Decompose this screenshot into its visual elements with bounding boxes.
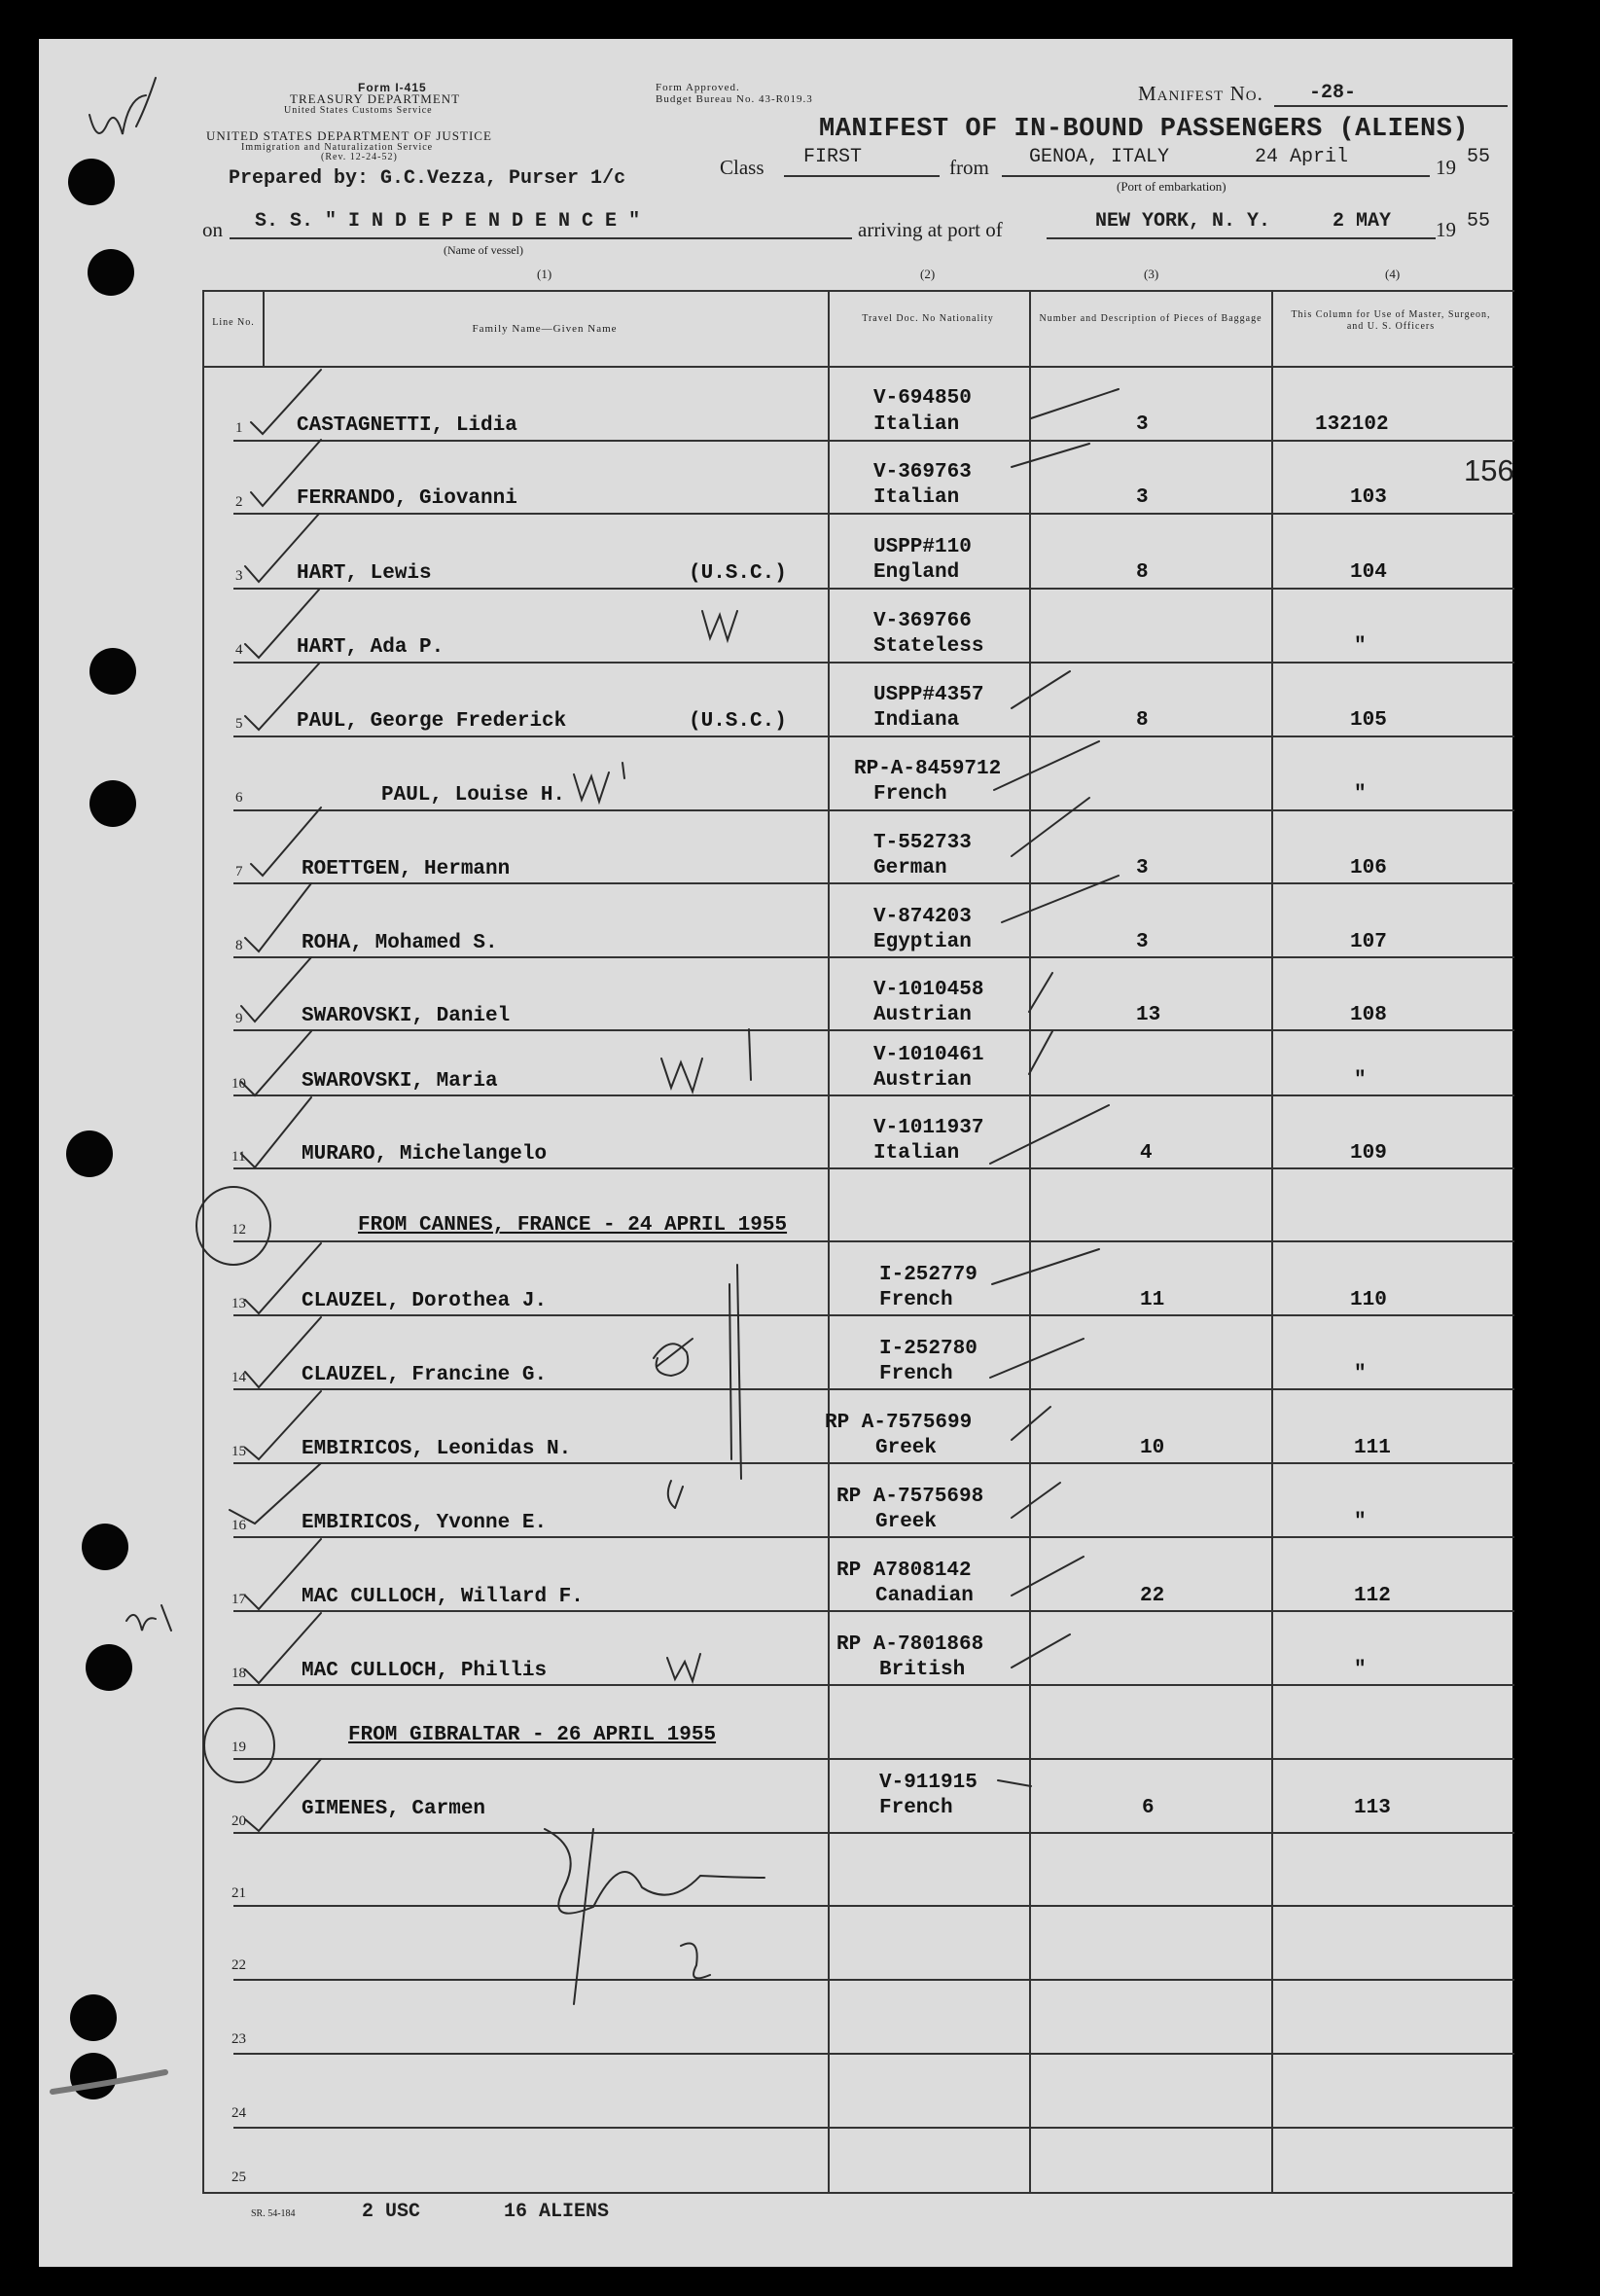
punch-hole	[86, 1644, 132, 1691]
footer-alien-count: 16 ALIENS	[504, 2201, 610, 2223]
line-number: 18	[231, 1666, 246, 1681]
row-rule	[233, 662, 1514, 664]
row-rule	[233, 1536, 1514, 1538]
line-number: 14	[231, 1370, 246, 1385]
on-label: on	[202, 218, 223, 241]
from-label: from	[949, 156, 989, 179]
line-number: 15	[231, 1444, 246, 1459]
officer-column: 109	[1350, 1142, 1387, 1165]
baggage-count: 3	[1136, 486, 1149, 509]
travel-doc: V-874203	[873, 906, 972, 928]
line-number: 8	[235, 938, 243, 953]
class-value: FIRST	[803, 146, 863, 168]
officer-column: "	[1354, 1069, 1367, 1092]
line-number: 6	[235, 790, 243, 806]
officer-column: 111	[1354, 1437, 1391, 1459]
section-heading: FROM GIBRALTAR - 26 APRIL 1955	[348, 1724, 717, 1746]
passenger-name: SWAROVSKI, Maria	[302, 1070, 498, 1093]
header-bottom-rule	[202, 366, 1514, 368]
baggage-count: 8	[1136, 561, 1149, 584]
manifest-no-label: Manifest No.	[1138, 82, 1263, 105]
passenger-name: EMBIRICOS, Yvonne E.	[302, 1512, 548, 1534]
nationality: Austrian	[873, 1004, 972, 1026]
officer-column: 107	[1350, 931, 1387, 953]
justice-dept: UNITED STATES DEPARTMENT OF JUSTICE	[206, 128, 492, 143]
travel-doc: I-252780	[879, 1338, 978, 1360]
nationality: French	[879, 1363, 953, 1385]
passenger-name: EMBIRICOS, Leonidas N.	[302, 1438, 572, 1460]
form-number: Form I-415	[358, 81, 427, 94]
row-rule	[233, 809, 1514, 811]
travel-doc: V-1011937	[873, 1117, 984, 1139]
officer-column: "	[1354, 783, 1367, 806]
row-rule	[233, 2053, 1514, 2055]
travel-doc: V-369763	[873, 461, 972, 484]
col-num-3: (3)	[1144, 267, 1159, 281]
year-value-1: 55	[1467, 146, 1491, 168]
col-num-1: (1)	[537, 267, 552, 281]
officer-column: "	[1354, 1363, 1367, 1385]
travel-doc: I-252779	[879, 1264, 978, 1286]
row-rule	[233, 1979, 1514, 1981]
passenger-name: SWAROVSKI, Daniel	[302, 1005, 511, 1027]
baggage-count: 10	[1140, 1437, 1165, 1459]
nationality: Canadian	[875, 1585, 974, 1607]
nationality: French	[879, 1797, 953, 1819]
officer-column: 105	[1350, 709, 1387, 732]
nationality: Greek	[875, 1437, 938, 1459]
baggage-count: 8	[1136, 709, 1149, 732]
row-rule	[233, 956, 1514, 958]
nationality: Stateless	[873, 635, 984, 658]
baggage-count: 4	[1140, 1142, 1153, 1165]
passenger-name: ROHA, Mohamed S.	[302, 932, 498, 954]
nationality: German	[873, 857, 947, 879]
row-rule	[233, 1029, 1514, 1031]
class-rule	[784, 175, 940, 177]
header-name: Family Name—Given Name	[472, 323, 618, 335]
passenger-name: FERRANDO, Giovanni	[297, 487, 517, 510]
punch-hole	[70, 1994, 117, 2041]
nationality: French	[873, 783, 947, 806]
travel-doc: T-552733	[873, 832, 972, 854]
line-no-divider	[263, 290, 265, 368]
officer-column: 103	[1350, 486, 1387, 509]
citizen-note: (U.S.C.)	[689, 710, 787, 733]
manifest-no-rule	[1274, 105, 1508, 107]
line-number: 4	[235, 642, 243, 658]
travel-doc: V-1010458	[873, 979, 984, 1001]
travel-doc: V-1010461	[873, 1044, 984, 1066]
arrival-port: NEW YORK, N. Y.	[1095, 210, 1271, 233]
col-num-4: (4)	[1385, 267, 1401, 281]
punch-hole	[68, 159, 115, 205]
nationality: Italian	[873, 486, 960, 509]
row-rule	[233, 440, 1514, 442]
passenger-name: PAUL, George Frederick	[297, 710, 567, 733]
baggage-count: 22	[1140, 1585, 1165, 1607]
travel-doc: RP A7808142	[836, 1560, 972, 1582]
row-rule	[233, 1167, 1514, 1169]
officer-column: 110	[1350, 1289, 1387, 1311]
travel-doc: RP-A-8459712	[854, 758, 1002, 780]
line-number: 1	[235, 420, 243, 436]
line-number: 23	[231, 2031, 246, 2047]
officer-column: "	[1354, 1659, 1367, 1681]
row-rule	[233, 1832, 1514, 1834]
punch-hole	[66, 1130, 113, 1177]
nationality: Italian	[873, 1142, 960, 1165]
passenger-name: HART, Ada P.	[297, 636, 444, 659]
line-number: 10	[231, 1076, 246, 1092]
footer-form-code: SR. 54-184	[251, 2208, 296, 2219]
baggage-count: 3	[1136, 413, 1149, 436]
row-rule	[233, 1462, 1514, 1464]
travel-doc: V-911915	[879, 1772, 978, 1794]
line-number: 7	[235, 864, 243, 879]
line-number: 16	[231, 1518, 246, 1533]
row-rule	[233, 2127, 1514, 2129]
passenger-name: CLAUZEL, Francine G.	[302, 1364, 548, 1386]
baggage-count: 6	[1142, 1797, 1155, 1819]
travel-doc: USPP#110	[873, 536, 972, 558]
nationality: Austrian	[873, 1069, 972, 1092]
row-rule	[233, 1905, 1514, 1907]
header-line-no: Line No.	[212, 317, 255, 328]
arrival-date: 2 MAY	[1333, 210, 1392, 233]
table-bottom-rule	[202, 2192, 1514, 2194]
year-prefix-2: 19	[1436, 218, 1456, 241]
line-number: 19	[231, 1740, 246, 1755]
nationality: Indiana	[873, 709, 960, 732]
officer-column: 132102	[1315, 413, 1389, 436]
punch-hole	[82, 1524, 128, 1570]
row-rule	[233, 588, 1514, 590]
manifest-no-value: -28-	[1309, 82, 1357, 104]
header-officials: This Column for Use of Master, Surgeon, and U. S. Officers	[1291, 309, 1491, 332]
officer-column: 112	[1354, 1585, 1391, 1607]
baggage-count: 3	[1136, 857, 1149, 879]
passenger-name: MURARO, Michelangelo	[302, 1143, 548, 1166]
manifest-title: MANIFEST OF IN-BOUND PASSENGERS (ALIENS)	[819, 115, 1470, 144]
line-number: 2	[235, 494, 243, 510]
passenger-name: CLAUZEL, Dorothea J.	[302, 1290, 548, 1312]
form-approved: Form Approved.	[656, 82, 740, 93]
nationality: British	[879, 1659, 966, 1681]
vessel-rule	[230, 237, 852, 239]
col-num-2: (2)	[920, 267, 936, 281]
punch-hole	[89, 648, 136, 695]
line-number: 21	[231, 1885, 246, 1901]
line-number: 5	[235, 716, 243, 732]
line-number: 13	[231, 1296, 246, 1311]
citizen-note: (U.S.C.)	[689, 562, 787, 585]
passenger-name: PAUL, Louise H.	[381, 784, 566, 807]
passenger-name: ROETTGEN, Hermann	[302, 858, 511, 880]
header-travel-doc: Travel Doc. No Nationality	[862, 313, 994, 324]
travel-doc: RP A-7801868	[836, 1633, 984, 1656]
year-value-2: 55	[1467, 210, 1491, 233]
table-left-edge	[202, 290, 204, 2192]
row-rule	[233, 1758, 1514, 1760]
passenger-name: MAC CULLOCH, Phillis	[302, 1660, 548, 1682]
customs-service: United States Customs Service	[284, 105, 433, 116]
passenger-name: CASTAGNETTI, Lidia	[297, 414, 517, 437]
page-stamp-number: 156	[1464, 453, 1514, 487]
line-number: 9	[235, 1011, 243, 1026]
treasury-dept: TREASURY DEPARTMENT	[290, 91, 461, 106]
row-rule	[233, 1388, 1514, 1390]
line-number: 25	[231, 2170, 246, 2185]
punch-hole	[70, 2053, 117, 2099]
officer-column: "	[1354, 1511, 1367, 1533]
nationality: England	[873, 561, 960, 584]
line-number: 17	[231, 1592, 246, 1607]
footer-usc-count: 2 USC	[362, 2201, 421, 2223]
header-baggage: Number and Description of Pieces of Baggage	[1039, 313, 1262, 324]
baggage-count: 11	[1140, 1289, 1165, 1311]
officer-column: 108	[1350, 1004, 1387, 1026]
depart-date: 24 April	[1255, 146, 1349, 168]
row-rule	[233, 1684, 1514, 1686]
officer-column: 104	[1350, 561, 1387, 584]
nationality: Egyptian	[873, 931, 972, 953]
row-rule	[233, 1610, 1514, 1612]
section-heading: FROM CANNES, FRANCE - 24 APRIL 1955	[358, 1214, 788, 1237]
line-number: 24	[231, 2105, 246, 2121]
nationality: Greek	[875, 1511, 938, 1533]
line-number: 11	[231, 1149, 246, 1165]
baggage-count: 3	[1136, 931, 1149, 953]
vessel-caption: (Name of vessel)	[444, 243, 523, 257]
punch-hole	[89, 780, 136, 827]
arrival-rule	[1047, 237, 1436, 239]
row-rule	[233, 882, 1514, 884]
travel-doc: USPP#4357	[873, 684, 984, 706]
year-prefix-1: 19	[1436, 156, 1456, 179]
travel-doc: RP A-7575698	[836, 1486, 984, 1508]
ins-service: Immigration and Naturalization Service	[241, 142, 434, 153]
officer-column: "	[1354, 635, 1367, 658]
row-rule	[233, 735, 1514, 737]
port-caption: (Port of embarkation)	[1117, 179, 1227, 194]
nationality: Italian	[873, 413, 960, 436]
arriving-label: arriving at port of	[858, 218, 1003, 241]
row-rule	[233, 513, 1514, 515]
form-revision: (Rev. 12-24-52)	[321, 152, 398, 162]
punch-hole	[88, 249, 134, 296]
baggage-count: 13	[1136, 1004, 1161, 1026]
line-number: 12	[231, 1222, 246, 1238]
passenger-name: MAC CULLOCH, Willard F.	[302, 1586, 584, 1608]
class-label: Class	[720, 156, 764, 179]
row-rule	[233, 1314, 1514, 1316]
row-rule	[233, 1094, 1514, 1096]
line-number: 20	[231, 1813, 246, 1829]
passenger-name: HART, Lewis	[297, 562, 432, 585]
vessel-name: S. S. " I N D E P E N D E N C E "	[255, 210, 641, 233]
prepared-by: Prepared by: G.C.Vezza, Purser 1/c	[229, 167, 626, 190]
from-value: GENOA, ITALY	[1029, 146, 1170, 168]
travel-doc: V-369766	[873, 610, 972, 632]
line-number: 3	[235, 568, 243, 584]
row-rule	[233, 1240, 1514, 1242]
budget-bureau: Budget Bureau No. 43-R019.3	[656, 93, 813, 105]
manifest-page	[39, 39, 1512, 2267]
line-number: 22	[231, 1957, 246, 1973]
table-top-rule	[202, 290, 1514, 292]
officer-column: 113	[1354, 1797, 1391, 1819]
from-rule	[1002, 175, 1430, 177]
travel-doc: RP A-7575699	[825, 1412, 973, 1434]
nationality: French	[879, 1289, 953, 1311]
travel-doc: V-694850	[873, 387, 972, 410]
passenger-name: GIMENES, Carmen	[302, 1798, 486, 1820]
officer-column: 106	[1350, 857, 1387, 879]
